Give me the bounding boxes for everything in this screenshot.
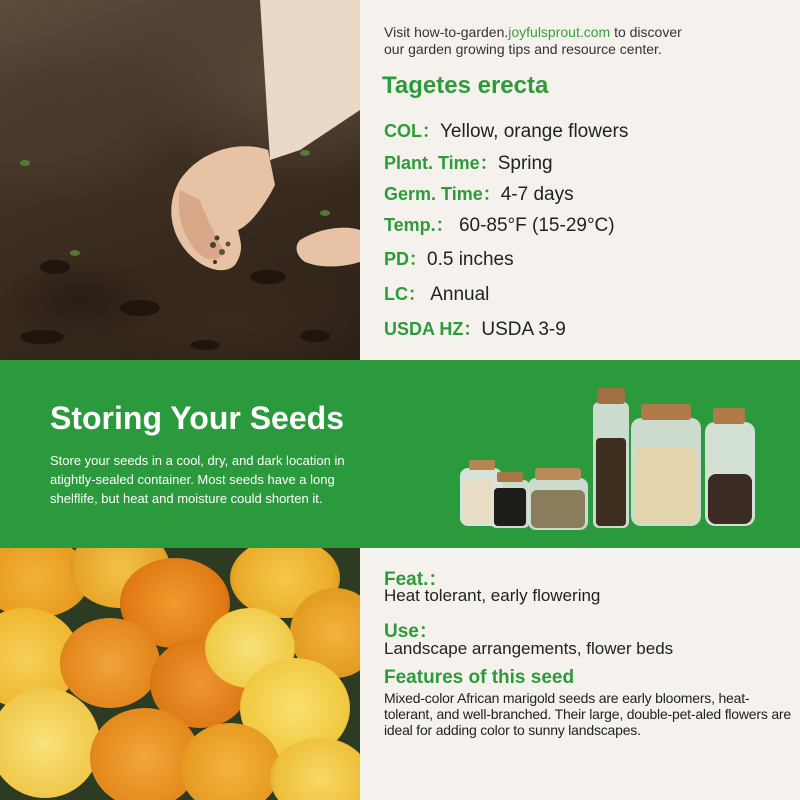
features-panel (360, 548, 800, 800)
spec-label: Plant. Time： (384, 153, 498, 173)
use-value: Landscape arrangements, flower beds (384, 639, 674, 658)
spec-life-cycle (384, 280, 489, 306)
plant-name-title: Tagetes erecta (382, 72, 549, 99)
spec-label: COL： (384, 121, 440, 141)
website-link[interactable]: joyfulsprout.com (508, 24, 611, 40)
seed-features-text: Mixed-color African marigold seeds are early bloomers, heat-tolerant, and well-branched. Their large, double-pet-aled flowers are ideal for adding color to sunny landscapes. (384, 690, 791, 738)
spec-hardiness-zone (384, 315, 566, 341)
spec-label: Temp.： (384, 215, 454, 235)
visit-line2: our garden growing tips and resource center. (384, 41, 662, 57)
spec-label: Germ. Time： (384, 184, 501, 204)
seed-features-label: Features of this seed (384, 667, 575, 688)
spec-value: 4-7 days (500, 184, 574, 205)
marigold-flowers-photo (0, 548, 360, 800)
spec-value: Annual (426, 284, 490, 305)
spec-planting-depth (384, 245, 514, 271)
storing-description: Store your seeds in a cool, dry, and dark location in atightly-sealed container. Most seeds have a long shelflife, but heat and moisture could shorten it. (50, 453, 345, 506)
spec-label: USDA HZ： (384, 319, 482, 339)
spec-value: Yellow, orange flowers (440, 121, 629, 142)
spec-germination-time (384, 180, 574, 206)
spec-label: PD： (384, 249, 428, 269)
use-label: Use： (384, 621, 438, 642)
feat-label: Feat.： (384, 569, 448, 590)
top-section (0, 0, 800, 360)
spec-value: USDA 3-9 (481, 319, 566, 340)
spec-label: LC： (384, 284, 426, 304)
storing-title: Storing Your Seeds (50, 400, 344, 436)
spec-color (384, 117, 628, 143)
spec-value: Spring (497, 153, 553, 174)
spec-temperature (384, 211, 615, 237)
spec-planting-time (384, 149, 553, 175)
plant-info-panel (360, 0, 800, 360)
feat-value: Heat tolerant, early flowering (384, 586, 601, 605)
bottom-section (0, 548, 800, 800)
seed-jars-image (455, 380, 765, 530)
spec-value: 0.5 inches (427, 249, 514, 270)
visit-website-text (384, 24, 784, 58)
visit-prefix: Visit how-to-garden. (384, 24, 509, 40)
visit-suffix: to discover (610, 24, 682, 40)
storing-seeds-banner (0, 360, 800, 548)
hand-sowing-seeds-photo (0, 0, 360, 360)
spec-value: 60-85°F (15-29°C) (453, 215, 615, 236)
